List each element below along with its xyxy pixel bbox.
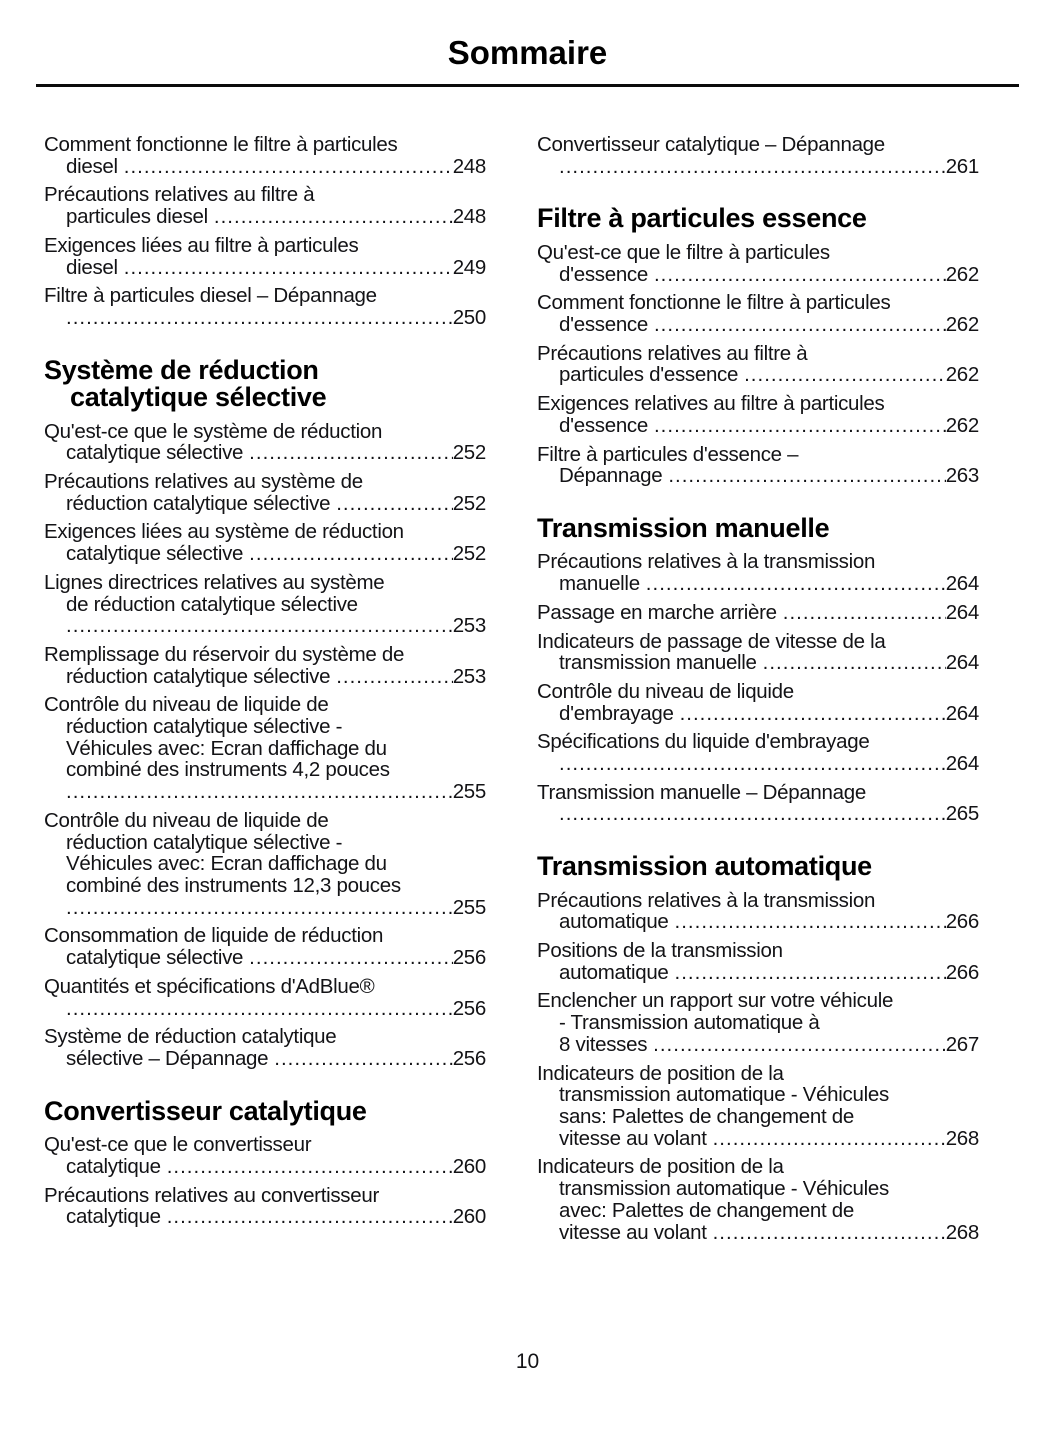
toc-leader-dots xyxy=(654,314,946,336)
toc-entry-line: de réduction catalytique sélective xyxy=(66,592,358,616)
toc-entry xyxy=(44,1185,486,1228)
toc-leader-dots xyxy=(559,753,946,775)
toc-page-ref: 264 xyxy=(945,701,979,725)
toc-entry-lastline xyxy=(537,911,979,933)
toc-entry-line: Filtre à particules diesel – Dépannage xyxy=(44,284,377,308)
toc-entry-text: Dépannage xyxy=(559,464,663,488)
toc-page-ref: 256 xyxy=(452,946,486,970)
toc-page-ref: 265 xyxy=(945,802,979,826)
toc-leader-dots xyxy=(559,803,946,825)
toc-entry-line: Indicateurs de passage de vitesse de la xyxy=(537,629,886,653)
toc-page-ref: 264 xyxy=(945,600,979,624)
toc-leader-dots xyxy=(744,364,946,386)
toc-entry-lastline xyxy=(44,615,486,637)
toc-entry-line: Enclencher un rapport sur votre véhicule xyxy=(537,989,894,1013)
toc-page-ref: 252 xyxy=(452,441,486,465)
toc-entry-lastline xyxy=(44,947,486,969)
toc-entry xyxy=(44,521,486,564)
toc-entry-lastline xyxy=(537,962,979,984)
toc-entry xyxy=(537,890,979,933)
toc-entry xyxy=(44,810,486,919)
toc-page-ref: 249 xyxy=(452,255,486,279)
section-heading xyxy=(537,853,979,881)
toc-entry-line: Comment fonctionne le filtre à particules xyxy=(44,133,398,156)
toc-entry-text: catalytique sélective xyxy=(66,542,244,566)
toc-page-ref: 264 xyxy=(945,572,979,596)
section-heading xyxy=(44,354,486,413)
toc-columns xyxy=(36,134,1019,1250)
toc-page-ref: 262 xyxy=(945,262,979,286)
section-heading xyxy=(44,1095,486,1126)
toc-entry-text: d'embrayage xyxy=(559,701,674,725)
toc-leader-dots xyxy=(680,703,946,725)
toc-entry-line: Quantités et spécifications d'AdBlue® xyxy=(44,974,375,998)
toc-entry-line: Comment fonctionne le filtre à particules xyxy=(537,291,891,315)
toc-entry-line: Précautions relatives à la transmission xyxy=(537,888,876,912)
toc-leader-dots xyxy=(654,264,946,286)
toc-entry-line: Transmission manuelle – Dépannage xyxy=(537,780,866,804)
toc-leader-dots xyxy=(124,156,453,178)
title-rule xyxy=(36,84,1019,87)
toc-entry-line: réduction catalytique sélective - xyxy=(66,715,343,739)
section-heading-line: catalytique sélective xyxy=(70,382,327,413)
toc-entry-line: transmission automatique - Véhicules xyxy=(559,1083,889,1107)
toc-leader-dots xyxy=(274,1048,452,1070)
toc-entry-line: sans: Palettes de changement de xyxy=(559,1105,854,1128)
section-heading-line: Système de réduction xyxy=(44,354,319,385)
toc-page-ref: 266 xyxy=(945,910,979,934)
toc-entry xyxy=(537,242,979,285)
toc-entry-lastline xyxy=(537,1034,979,1056)
toc-entry xyxy=(537,990,979,1055)
toc-entry xyxy=(44,1134,486,1177)
toc-leader-dots xyxy=(124,257,453,279)
toc-entry-line: Précautions relatives au filtre à xyxy=(44,183,315,207)
toc-page-ref: 252 xyxy=(452,542,486,566)
toc-entry-text: particules d'essence xyxy=(559,363,739,387)
toc-leader-dots xyxy=(167,1156,453,1178)
toc-entry xyxy=(44,235,486,278)
toc-leader-dots xyxy=(66,897,453,919)
toc-entry-line: Positions de la transmission xyxy=(537,939,783,963)
toc-leader-dots xyxy=(336,493,453,515)
toc-entry-lastline xyxy=(44,206,486,228)
toc-page-ref: 262 xyxy=(945,313,979,337)
toc-leader-dots xyxy=(66,998,453,1020)
toc-leader-dots xyxy=(675,962,946,984)
toc-entry-lastline xyxy=(537,156,979,178)
toc-entry-lastline xyxy=(44,307,486,329)
toc-entry xyxy=(537,134,979,177)
toc-entry xyxy=(44,694,486,803)
toc-leader-dots xyxy=(654,415,946,437)
toc-column-right xyxy=(537,134,979,1250)
toc-entry-line: Précautions relatives au filtre à xyxy=(537,341,808,365)
toc-entry xyxy=(44,1026,486,1069)
toc-leader-dots xyxy=(336,666,453,688)
toc-entry-text: sélective – Dépannage xyxy=(66,1046,269,1070)
toc-entry xyxy=(44,572,486,637)
toc-page-ref: 266 xyxy=(945,960,979,984)
toc-entry-text: particules diesel xyxy=(66,205,208,229)
toc-entry-lastline xyxy=(537,753,979,775)
toc-entry-line: Exigences liées au filtre à particules xyxy=(44,233,359,257)
toc-entry-lastline xyxy=(44,156,486,178)
toc-entry-lastline xyxy=(44,442,486,464)
toc-page-ref: 262 xyxy=(945,413,979,437)
toc-leader-dots xyxy=(713,1222,946,1244)
toc-page-ref: 256 xyxy=(452,1046,486,1070)
toc-entry-text: d'essence xyxy=(559,413,648,437)
toc-entry-line: Véhicules avec: Ecran daffichage du xyxy=(66,852,387,876)
toc-entry-text: vitesse au volant xyxy=(559,1220,707,1244)
toc-entry-line: - Transmission automatique à xyxy=(559,1011,820,1035)
toc-entry xyxy=(44,184,486,227)
toc-entry-line: Qu'est-ce que le système de réduction xyxy=(44,419,383,443)
toc-leader-dots xyxy=(713,1128,946,1150)
section-heading-line: Transmission manuelle xyxy=(537,512,830,543)
toc-entry-line: Consommation de liquide de réduction xyxy=(44,924,384,948)
toc-entry xyxy=(537,1156,979,1243)
toc-leader-dots xyxy=(66,615,453,637)
toc-entry xyxy=(537,292,979,335)
toc-entry-line: combiné des instruments 12,3 pouces xyxy=(66,873,401,897)
toc-page-ref: 264 xyxy=(945,752,979,776)
toc-entry-lastline xyxy=(537,314,979,336)
toc-entry-text: manuelle xyxy=(559,572,640,596)
toc-entry xyxy=(44,134,486,177)
toc-entry-text: automatique xyxy=(559,910,669,934)
toc-entry-lastline xyxy=(537,573,979,595)
toc-page-ref: 267 xyxy=(945,1032,979,1056)
toc-entry-line: combiné des instruments 4,2 pouces xyxy=(66,758,390,782)
toc-page-ref: 261 xyxy=(945,154,979,178)
toc-entry-lastline xyxy=(44,897,486,919)
toc-page-ref: 253 xyxy=(452,614,486,638)
toc-page-ref: 263 xyxy=(945,464,979,488)
toc-entry-text: d'essence xyxy=(559,262,648,286)
toc-leader-dots xyxy=(646,573,946,595)
toc-leader-dots xyxy=(167,1206,453,1228)
toc-entry-line: Précautions relatives à la transmission xyxy=(537,550,876,574)
toc-page-ref: 255 xyxy=(452,895,486,919)
toc-entry-line: Convertisseur catalytique – Dépannage xyxy=(537,133,885,156)
toc-page-ref: 268 xyxy=(945,1126,979,1150)
toc-entry-lastline xyxy=(44,493,486,515)
toc-entry xyxy=(537,444,979,487)
toc-page-ref: 262 xyxy=(945,363,979,387)
toc-entry-lastline xyxy=(537,364,979,386)
toc-page-ref: 248 xyxy=(452,154,486,178)
toc-entry xyxy=(537,393,979,436)
toc-entry xyxy=(537,631,979,674)
section-heading-line: Convertisseur catalytique xyxy=(44,1095,367,1126)
toc-leader-dots xyxy=(66,307,453,329)
toc-entry xyxy=(44,925,486,968)
toc-entry-line: Contrôle du niveau de liquide xyxy=(537,679,794,703)
toc-entry xyxy=(537,940,979,983)
toc-entry-text: catalytique sélective xyxy=(66,441,244,465)
toc-entry xyxy=(537,731,979,774)
toc-entry-lastline xyxy=(44,781,486,803)
toc-leader-dots xyxy=(249,543,453,565)
toc-entry-lastline xyxy=(537,1128,979,1150)
toc-entry-line: réduction catalytique sélective - xyxy=(66,830,343,854)
toc-page-ref: 255 xyxy=(452,780,486,804)
toc-entry xyxy=(537,551,979,594)
toc-leader-dots xyxy=(668,465,945,487)
toc-entry-lastline xyxy=(44,257,486,279)
section-heading xyxy=(537,205,979,233)
toc-entry xyxy=(44,471,486,514)
toc-entry xyxy=(44,644,486,687)
toc-entry-text: réduction catalytique sélective xyxy=(66,664,331,688)
toc-entry-text: transmission manuelle xyxy=(559,651,757,675)
toc-leader-dots xyxy=(675,911,946,933)
toc-entry-text: 8 vitesses xyxy=(559,1032,648,1056)
toc-entry-line: Qu'est-ce que le convertisseur xyxy=(44,1133,312,1157)
toc-entry-text: catalytique xyxy=(66,1205,161,1229)
toc-column-left xyxy=(44,134,486,1250)
toc-entry-text: Passage en marche arrière xyxy=(537,600,777,624)
section-heading xyxy=(537,512,979,543)
toc-entry-text: réduction catalytique sélective xyxy=(66,491,331,515)
page-number: 10 xyxy=(515,1350,540,1373)
toc-entry-lastline xyxy=(44,1156,486,1178)
toc-entry-text: diesel xyxy=(66,154,118,178)
toc-entry xyxy=(44,421,486,464)
toc-entry-line: Système de réduction catalytique xyxy=(44,1025,337,1049)
toc-entry-text: diesel xyxy=(66,255,118,279)
toc-leader-dots xyxy=(249,442,453,464)
toc-entry-lastline xyxy=(44,666,486,688)
page-title: Sommaire xyxy=(447,34,608,71)
toc-entry-lastline xyxy=(44,1048,486,1070)
toc-entry-line: Véhicules avec: Ecran daffichage du xyxy=(66,736,387,760)
toc-entry-line: Spécifications du liquide d'embrayage xyxy=(537,730,870,754)
toc-entry-line: Précautions relatives au convertisseur xyxy=(44,1183,379,1207)
toc-leader-dots xyxy=(249,947,453,969)
toc-leader-dots xyxy=(763,652,946,674)
toc-entry-line: transmission automatique - Véhicules xyxy=(559,1177,889,1201)
toc-entry-line: Indicateurs de position de la xyxy=(537,1061,784,1085)
toc-entry-line: Filtre à particules d'essence – xyxy=(537,442,799,466)
toc-entry-line: Précautions relatives au système de xyxy=(44,470,363,494)
toc-entry-line: Contrôle du niveau de liquide de xyxy=(44,693,329,717)
toc-entry-lastline xyxy=(44,998,486,1020)
toc-entry-lastline xyxy=(44,543,486,565)
section-heading-line: Filtre à particules essence xyxy=(537,203,867,234)
toc-entry-lastline xyxy=(537,264,979,286)
toc-page-ref: 264 xyxy=(945,651,979,675)
toc-entry-line: Qu'est-ce que le filtre à particules xyxy=(537,240,830,264)
toc-page-ref: 268 xyxy=(945,1220,979,1244)
toc-page-ref: 260 xyxy=(452,1154,486,1178)
toc-entry-text: d'essence xyxy=(559,313,648,337)
toc-entry-lastline xyxy=(537,703,979,725)
toc-leader-dots xyxy=(559,156,946,178)
toc-entry xyxy=(537,681,979,724)
toc-entry xyxy=(537,1063,979,1150)
toc-entry xyxy=(44,285,486,328)
toc-page-ref: 253 xyxy=(452,664,486,688)
toc-entry xyxy=(44,976,486,1019)
toc-entry-line: Indicateurs de position de la xyxy=(537,1155,784,1179)
toc-entry-line: Exigences relatives au filtre à particules xyxy=(537,392,885,416)
toc-entry-lastline xyxy=(44,1206,486,1228)
toc-leader-dots xyxy=(214,206,453,228)
toc-entry-lastline xyxy=(537,602,979,624)
toc-entry-line: Lignes directrices relatives au système xyxy=(44,570,385,594)
toc-entry-text: automatique xyxy=(559,960,669,984)
toc-page-ref: 260 xyxy=(452,1205,486,1229)
section-heading-line: Transmission automatique xyxy=(537,851,872,882)
toc-entry-lastline xyxy=(537,803,979,825)
toc-entry-text: catalytique sélective xyxy=(66,946,244,970)
toc-page-ref: 248 xyxy=(452,205,486,229)
toc-leader-dots xyxy=(653,1034,946,1056)
toc-leader-dots xyxy=(66,781,453,803)
toc-entry-line: Contrôle du niveau de liquide de xyxy=(44,808,329,832)
toc-page-ref: 256 xyxy=(452,996,486,1020)
toc-entry xyxy=(537,343,979,386)
toc-entry-text: vitesse au volant xyxy=(559,1126,707,1150)
toc-entry-line: Remplissage du réservoir du système de xyxy=(44,642,405,666)
toc-entry-line: avec: Palettes de changement de xyxy=(559,1198,854,1222)
toc-entry-lastline xyxy=(537,1222,979,1244)
toc-entry xyxy=(537,782,979,825)
toc-entry-line: Exigences liées au système de réduction xyxy=(44,520,404,544)
toc-page-ref: 250 xyxy=(452,305,486,329)
toc-entry-lastline xyxy=(537,465,979,487)
toc-entry-lastline xyxy=(537,652,979,674)
toc-page-ref: 252 xyxy=(452,491,486,515)
toc-entry-lastline xyxy=(537,415,979,437)
toc-entry-text: catalytique xyxy=(66,1154,161,1178)
toc-entry xyxy=(537,602,979,624)
toc-leader-dots xyxy=(783,602,946,624)
